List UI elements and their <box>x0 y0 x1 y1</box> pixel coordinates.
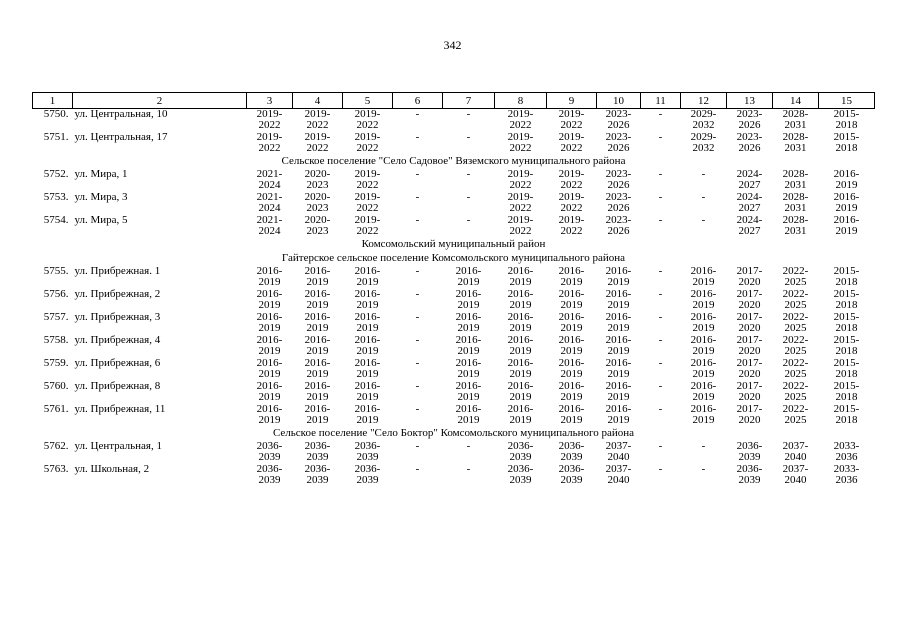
section-heading: Комсомольский муниципальный район <box>361 238 546 250</box>
period-cell: - <box>701 168 706 180</box>
period-cell: 2015- 2018 <box>833 334 860 357</box>
period-cell: 2016- 2019 <box>455 288 482 311</box>
period-cell: - <box>415 265 420 277</box>
period-cell: - <box>415 214 420 226</box>
period-cell: 2016- 2019 <box>690 403 717 426</box>
period-cell: - <box>466 131 471 143</box>
period-cell: 2019- 2022 <box>558 131 585 154</box>
period-cell: - <box>415 311 420 323</box>
row-number: 5758. <box>43 334 69 346</box>
address-cell: ул. Центральная, 17 <box>74 131 168 143</box>
registry-table <box>32 92 875 487</box>
period-cell: - <box>658 357 663 369</box>
section-heading-row <box>33 155 875 169</box>
period-cell: 2016- 2019 <box>354 265 381 288</box>
table-row <box>33 266 875 289</box>
table-body <box>33 109 875 488</box>
period-cell: 2016- 2019 <box>256 311 283 334</box>
period-cell: 2016- 2019 <box>605 288 632 311</box>
period-cell: 2019- 2022 <box>354 191 381 214</box>
period-cell: 2016- 2019 <box>304 288 331 311</box>
period-cell: 2022- 2025 <box>782 334 809 357</box>
period-cell: 2036- 2039 <box>507 463 534 486</box>
period-cell: 2019- 2022 <box>354 168 381 191</box>
row-number: 5760. <box>43 380 69 392</box>
period-cell: - <box>701 214 706 226</box>
period-cell: 2019- 2022 <box>304 131 331 154</box>
period-cell: 2037- 2040 <box>782 463 809 486</box>
period-cell: 2016- 2019 <box>354 288 381 311</box>
period-cell: 2023- 2026 <box>605 131 632 154</box>
period-cell: - <box>466 440 471 452</box>
period-cell: 2015- 2018 <box>833 311 860 334</box>
row-number: 5752. <box>43 168 69 180</box>
column-header: 7 <box>443 93 495 109</box>
column-header: 14 <box>773 93 819 109</box>
period-cell: 2036- 2039 <box>736 440 763 463</box>
address-cell: ул. Прибрежная, 4 <box>74 334 161 346</box>
period-cell: 2028- 2031 <box>782 214 809 237</box>
period-cell: 2016- 2019 <box>354 334 381 357</box>
period-cell: - <box>415 357 420 369</box>
period-cell: - <box>466 108 471 120</box>
page-number: 342 <box>443 38 462 52</box>
period-cell: 2036- 2039 <box>256 463 283 486</box>
period-cell: 2016- 2019 <box>690 334 717 357</box>
period-cell: 2016- 2019 <box>354 380 381 403</box>
period-cell: 2020- 2023 <box>304 168 331 191</box>
period-cell: 2029- 2032 <box>690 131 717 154</box>
period-cell: 2019- 2022 <box>558 108 585 131</box>
period-cell: 2016- 2019 <box>690 357 717 380</box>
period-cell: 2022- 2025 <box>782 403 809 426</box>
period-cell: 2016- 2019 <box>605 334 632 357</box>
address-cell: ул. Центральная, 10 <box>74 108 168 120</box>
period-cell: 2024- 2027 <box>736 214 763 237</box>
row-number: 5763. <box>43 463 69 475</box>
period-cell: 2016- 2019 <box>256 288 283 311</box>
period-cell: - <box>658 403 663 415</box>
period-cell: 2016- 2019 <box>256 380 283 403</box>
table-row <box>33 289 875 312</box>
period-cell: 2022- 2025 <box>782 311 809 334</box>
period-cell: - <box>658 265 663 277</box>
column-header: 2 <box>73 93 247 109</box>
column-header: 11 <box>641 93 681 109</box>
period-cell: 2023- 2026 <box>736 108 763 131</box>
section-heading: Сельское поселение "Село Боктор" Комсомольского муниципального района <box>272 427 635 439</box>
period-cell: 2022- 2025 <box>782 380 809 403</box>
period-cell: - <box>658 380 663 392</box>
period-cell: - <box>415 334 420 346</box>
table-row <box>33 169 875 192</box>
address-cell: ул. Прибрежная, 2 <box>74 288 161 300</box>
period-cell: 2015- 2018 <box>833 108 860 131</box>
period-cell: 2019- 2022 <box>558 191 585 214</box>
period-cell: - <box>658 108 663 120</box>
period-cell: 2016- 2019 <box>507 288 534 311</box>
column-header: 15 <box>819 93 875 109</box>
period-cell: - <box>415 403 420 415</box>
period-cell: 2036- 2039 <box>736 463 763 486</box>
period-cell: 2016- 2019 <box>455 265 482 288</box>
row-number: 5755. <box>43 265 69 277</box>
period-cell: 2016- 2019 <box>455 311 482 334</box>
period-cell: 2020- 2023 <box>304 214 331 237</box>
period-cell: 2016- 2019 <box>354 357 381 380</box>
period-cell: 2024- 2027 <box>736 168 763 191</box>
period-cell: 2016- 2019 <box>304 403 331 426</box>
period-cell: 2016- 2019 <box>833 191 860 214</box>
period-cell: 2016- 2019 <box>507 334 534 357</box>
period-cell: 2016- 2019 <box>507 380 534 403</box>
period-cell: 2020- 2023 <box>304 191 331 214</box>
period-cell: 2016- 2019 <box>605 380 632 403</box>
period-cell: - <box>415 131 420 143</box>
period-cell: 2016- 2019 <box>304 311 331 334</box>
period-cell: 2016- 2019 <box>256 403 283 426</box>
period-cell: 2036- 2039 <box>558 440 585 463</box>
period-cell: 2016- 2019 <box>558 357 585 380</box>
table-row <box>33 335 875 358</box>
period-cell: 2019- 2022 <box>304 108 331 131</box>
period-cell: 2033- 2036 <box>833 440 860 463</box>
period-cell: 2019- 2022 <box>354 108 381 131</box>
period-cell: 2028- 2031 <box>782 108 809 131</box>
address-cell: ул. Прибрежная, 3 <box>74 311 161 323</box>
table-row <box>33 192 875 215</box>
period-cell: 2036- 2039 <box>354 440 381 463</box>
row-number: 5762. <box>43 440 69 452</box>
row-number: 5761. <box>43 403 69 415</box>
table-row <box>33 358 875 381</box>
address-cell: ул. Школьная, 2 <box>74 463 150 475</box>
period-cell: - <box>658 311 663 323</box>
period-cell: - <box>466 463 471 475</box>
column-header: 10 <box>597 93 641 109</box>
period-cell: - <box>415 463 420 475</box>
period-cell: - <box>658 440 663 452</box>
period-cell: - <box>658 214 663 226</box>
period-cell: 2016- 2019 <box>690 288 717 311</box>
table-row <box>33 109 875 133</box>
period-cell: - <box>658 191 663 203</box>
period-cell: 2016- 2019 <box>256 334 283 357</box>
period-cell: - <box>658 288 663 300</box>
period-cell: 2016- 2019 <box>304 357 331 380</box>
period-cell: 2016- 2019 <box>690 380 717 403</box>
period-cell: 2017- 2020 <box>736 403 763 426</box>
period-cell: 2016- 2019 <box>558 265 585 288</box>
period-cell: 2033- 2036 <box>833 463 860 486</box>
period-cell: 2019- 2022 <box>507 214 534 237</box>
period-cell: 2023- 2026 <box>736 131 763 154</box>
address-cell: ул. Центральная, 1 <box>74 440 162 452</box>
period-cell: 2028- 2031 <box>782 191 809 214</box>
period-cell: 2017- 2020 <box>736 288 763 311</box>
period-cell: - <box>658 463 663 475</box>
period-cell: 2017- 2020 <box>736 334 763 357</box>
row-number: 5750. <box>43 108 69 120</box>
period-cell: - <box>415 108 420 120</box>
period-cell: 2015- 2018 <box>833 403 860 426</box>
period-cell: - <box>701 191 706 203</box>
table-row <box>33 381 875 404</box>
period-cell: 2023- 2026 <box>605 108 632 131</box>
period-cell: 2036- 2039 <box>354 463 381 486</box>
period-cell: - <box>415 440 420 452</box>
period-cell: 2016- 2019 <box>690 265 717 288</box>
section-heading-row <box>33 238 875 252</box>
period-cell: - <box>415 288 420 300</box>
period-cell: 2023- 2026 <box>605 191 632 214</box>
section-heading-row <box>33 252 875 266</box>
period-cell: 2028- 2031 <box>782 168 809 191</box>
period-cell: 2029- 2032 <box>690 108 717 131</box>
period-cell: 2016- 2019 <box>507 311 534 334</box>
address-cell: ул. Мира, 5 <box>74 214 128 226</box>
period-cell: 2015- 2018 <box>833 131 860 154</box>
address-cell: ул. Мира, 1 <box>74 168 128 180</box>
period-cell: 2019- 2022 <box>507 168 534 191</box>
period-cell: 2016- 2019 <box>304 265 331 288</box>
period-cell: 2016- 2019 <box>558 403 585 426</box>
period-cell: - <box>466 168 471 180</box>
period-cell: 2016- 2019 <box>605 265 632 288</box>
period-cell: 2017- 2020 <box>736 357 763 380</box>
period-cell: 2037- 2040 <box>605 463 632 486</box>
column-header: 9 <box>547 93 597 109</box>
period-cell: 2016- 2019 <box>507 357 534 380</box>
column-header: 1 <box>33 93 73 109</box>
row-number: 5754. <box>43 214 69 226</box>
table-row <box>33 132 875 155</box>
period-cell: 2016- 2019 <box>690 311 717 334</box>
period-cell: - <box>658 168 663 180</box>
period-cell: 2019- 2022 <box>558 168 585 191</box>
period-cell: 2016- 2019 <box>605 357 632 380</box>
row-number: 5756. <box>43 288 69 300</box>
column-number-header-row <box>33 93 875 109</box>
period-cell: 2016- 2019 <box>354 311 381 334</box>
period-cell: 2016- 2019 <box>833 214 860 237</box>
period-cell: 2017- 2020 <box>736 380 763 403</box>
period-cell: - <box>415 380 420 392</box>
column-header: 3 <box>247 93 293 109</box>
column-header: 13 <box>727 93 773 109</box>
period-cell: 2019- 2022 <box>256 108 283 131</box>
period-cell: - <box>466 214 471 226</box>
period-cell: 2017- 2020 <box>736 311 763 334</box>
table-row <box>33 441 875 464</box>
period-cell: 2019- 2022 <box>354 131 381 154</box>
period-cell: 2015- 2018 <box>833 380 860 403</box>
period-cell: 2016- 2019 <box>558 288 585 311</box>
period-cell: 2028- 2031 <box>782 131 809 154</box>
column-header: 4 <box>293 93 343 109</box>
period-cell: 2021- 2024 <box>256 214 283 237</box>
period-cell: 2016- 2019 <box>558 380 585 403</box>
period-cell: 2019- 2022 <box>558 214 585 237</box>
table-row <box>33 404 875 427</box>
address-cell: ул. Прибрежная, 6 <box>74 357 161 369</box>
period-cell: 2037- 2040 <box>605 440 632 463</box>
column-header: 12 <box>681 93 727 109</box>
period-cell: 2016- 2019 <box>304 334 331 357</box>
period-cell: 2015- 2018 <box>833 265 860 288</box>
period-cell: 2037- 2040 <box>782 440 809 463</box>
address-cell: ул. Прибрежная. 1 <box>74 265 161 277</box>
address-cell: ул. Прибрежная, 11 <box>74 403 166 415</box>
period-cell: - <box>658 131 663 143</box>
period-cell: 2016- 2019 <box>558 311 585 334</box>
period-cell: 2016- 2019 <box>455 357 482 380</box>
period-cell: 2016- 2019 <box>256 265 283 288</box>
period-cell: 2016- 2019 <box>455 380 482 403</box>
period-cell: 2016- 2019 <box>605 311 632 334</box>
section-heading-row <box>33 427 875 441</box>
period-cell: 2019- 2022 <box>507 131 534 154</box>
period-cell: 2016- 2019 <box>354 403 381 426</box>
period-cell: 2015- 2018 <box>833 357 860 380</box>
table-row <box>33 464 875 487</box>
period-cell: 2022- 2025 <box>782 265 809 288</box>
period-cell: 2021- 2024 <box>256 191 283 214</box>
row-number: 5753. <box>43 191 69 203</box>
period-cell: 2016- 2019 <box>507 403 534 426</box>
period-cell: 2023- 2026 <box>605 214 632 237</box>
period-cell: 2016- 2019 <box>558 334 585 357</box>
period-cell: 2036- 2039 <box>256 440 283 463</box>
period-cell: 2015- 2018 <box>833 288 860 311</box>
period-cell: 2036- 2039 <box>558 463 585 486</box>
period-cell: 2016- 2019 <box>256 357 283 380</box>
period-cell: 2019- 2022 <box>507 108 534 131</box>
column-header: 8 <box>495 93 547 109</box>
period-cell: 2016- 2019 <box>455 403 482 426</box>
section-heading: Гайтерское сельское поселение Комсомольского муниципального района <box>281 252 626 264</box>
period-cell: 2022- 2025 <box>782 288 809 311</box>
row-number: 5751. <box>43 131 69 143</box>
period-cell: - <box>658 334 663 346</box>
address-cell: ул. Мира, 3 <box>74 191 128 203</box>
period-cell: 2036- 2039 <box>507 440 534 463</box>
period-cell: 2022- 2025 <box>782 357 809 380</box>
row-number: 5759. <box>43 357 69 369</box>
period-cell: - <box>466 191 471 203</box>
period-cell: 2016- 2019 <box>833 168 860 191</box>
period-cell: 2036- 2039 <box>304 440 331 463</box>
section-heading: Сельское поселение "Село Садовое" Вяземского муниципального района <box>281 155 626 167</box>
period-cell: 2036- 2039 <box>304 463 331 486</box>
period-cell: 2019- 2022 <box>256 131 283 154</box>
period-cell: 2016- 2019 <box>455 334 482 357</box>
period-cell: 2019- 2022 <box>354 214 381 237</box>
period-cell: 2017- 2020 <box>736 265 763 288</box>
period-cell: - <box>701 440 706 452</box>
period-cell: - <box>415 168 420 180</box>
address-cell: ул. Прибрежная, 8 <box>74 380 161 392</box>
period-cell: 2016- 2019 <box>507 265 534 288</box>
table-row <box>33 312 875 335</box>
period-cell: 2023- 2026 <box>605 168 632 191</box>
period-cell: 2019- 2022 <box>507 191 534 214</box>
table-row <box>33 215 875 238</box>
column-header: 6 <box>393 93 443 109</box>
period-cell: - <box>415 191 420 203</box>
column-header: 5 <box>343 93 393 109</box>
period-cell: 2016- 2019 <box>605 403 632 426</box>
period-cell: 2024- 2027 <box>736 191 763 214</box>
period-cell: 2016- 2019 <box>304 380 331 403</box>
period-cell: 2021- 2024 <box>256 168 283 191</box>
period-cell: - <box>701 463 706 475</box>
row-number: 5757. <box>43 311 69 323</box>
